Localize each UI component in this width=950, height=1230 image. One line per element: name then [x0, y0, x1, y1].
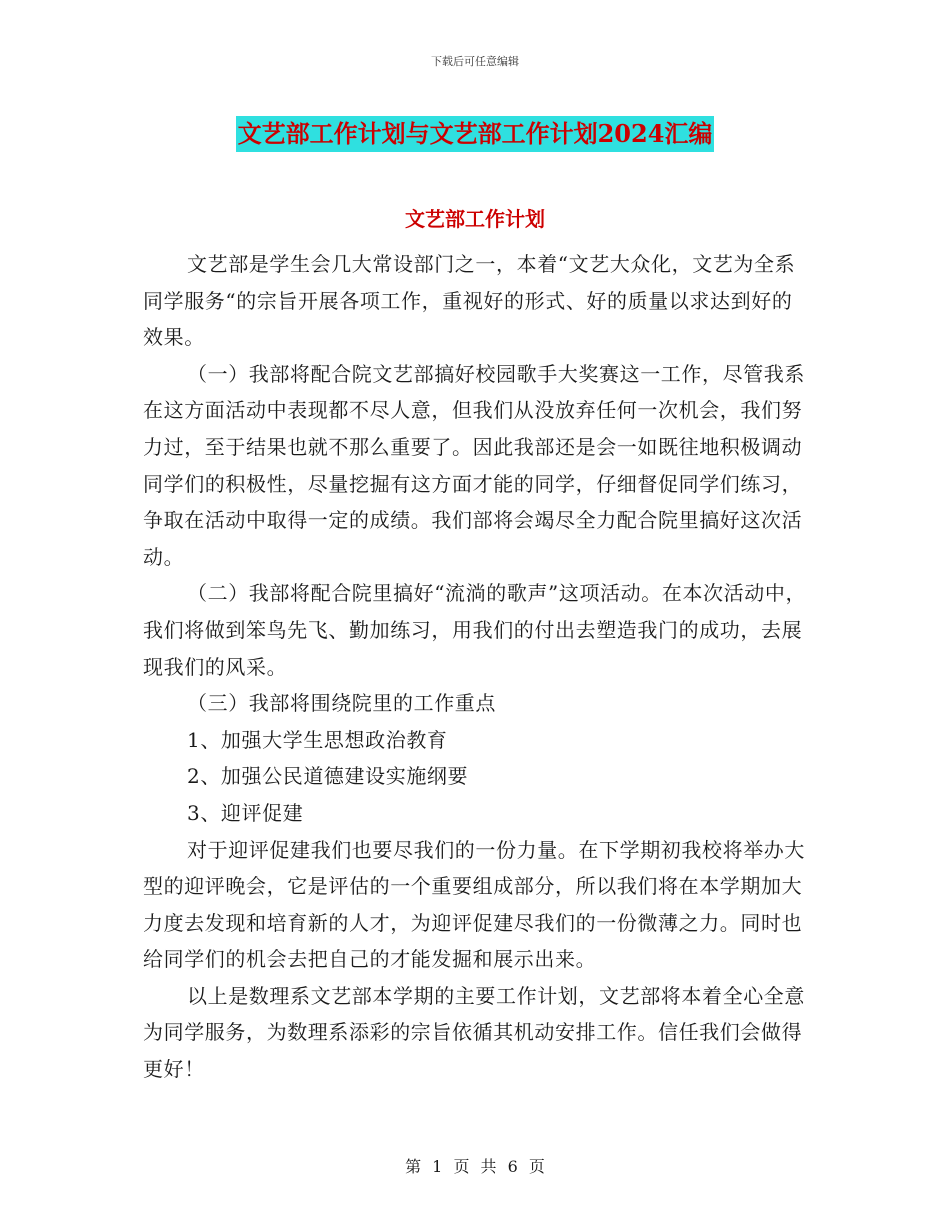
paragraph-item-3: （三）我部将围绕院里的工作重点 — [187, 691, 496, 716]
page-header-note: 下载后可任意编辑 — [431, 55, 519, 68]
document-title-text: 文艺部工作计划与文艺部工作计划2024汇编 — [236, 116, 715, 152]
paragraph-intro: 文艺部是学生会几大常设部门之一，本着“文艺大众化，文艺为全系同学服务“的宗旨开展各项工作，重视好的形式、好的质量以求达到好的效果。 — [143, 252, 796, 350]
paragraph-item-1: （一）我部将配合院文艺部搞好校园歌手大奖赛这一工作，尽管我系在这方面活动中表现都不尽人意，但我们从没放弃任何一次机会，我们努力过，至于结果也就不那么重要了。因此我部还是会一如既往地积极调动同学们的积极性，尽量挖掘有这方面才能的同学，仔细督促同学们练习，争取在活动中取得一定的成绩。我们部将会竭尽全力配合院里搞好这次活动。 — [143, 361, 805, 569]
paragraph-evaluation: 对于迎评促建我们也要尽我们的一份力量。在下学期初我校将举办大型的迎评晚会，它是评估的一个重要组成部分，所以我们将在本学期加大力度去发现和培育新的人才，为迎评促建尽我们的一份微薄之力。同时也给同学们的机会去把自己的才能发掘和展示出来。 — [143, 837, 805, 972]
list-item: 1、加强大学生思想政治教育 — [187, 727, 448, 752]
section-title: 文艺部工作计划 — [405, 207, 545, 231]
page-number: 第 1 页 共 6 页 — [405, 1157, 545, 1176]
paragraph-item-2: （二）我部将配合院里搞好“流淌的歌声”这项活动。在本次活动中，我们将做到笨鸟先飞、勤加练习，用我们的付出去塑造我门的成功，去展现我们的风采。 — [143, 581, 807, 679]
list-item: 2、加强公民道德建设实施纲要 — [187, 764, 469, 789]
document-title — [0, 112, 950, 152]
document-body — [143, 246, 809, 1088]
list-item: 3、迎评促建 — [187, 800, 304, 825]
paragraph-conclusion: 以上是数理系文艺部本学期的主要工作计划，文艺部将本着全心全意为同学服务，为数理系添彩的宗旨依循其机动安排工作。信任我们会做得更好！ — [143, 983, 805, 1082]
